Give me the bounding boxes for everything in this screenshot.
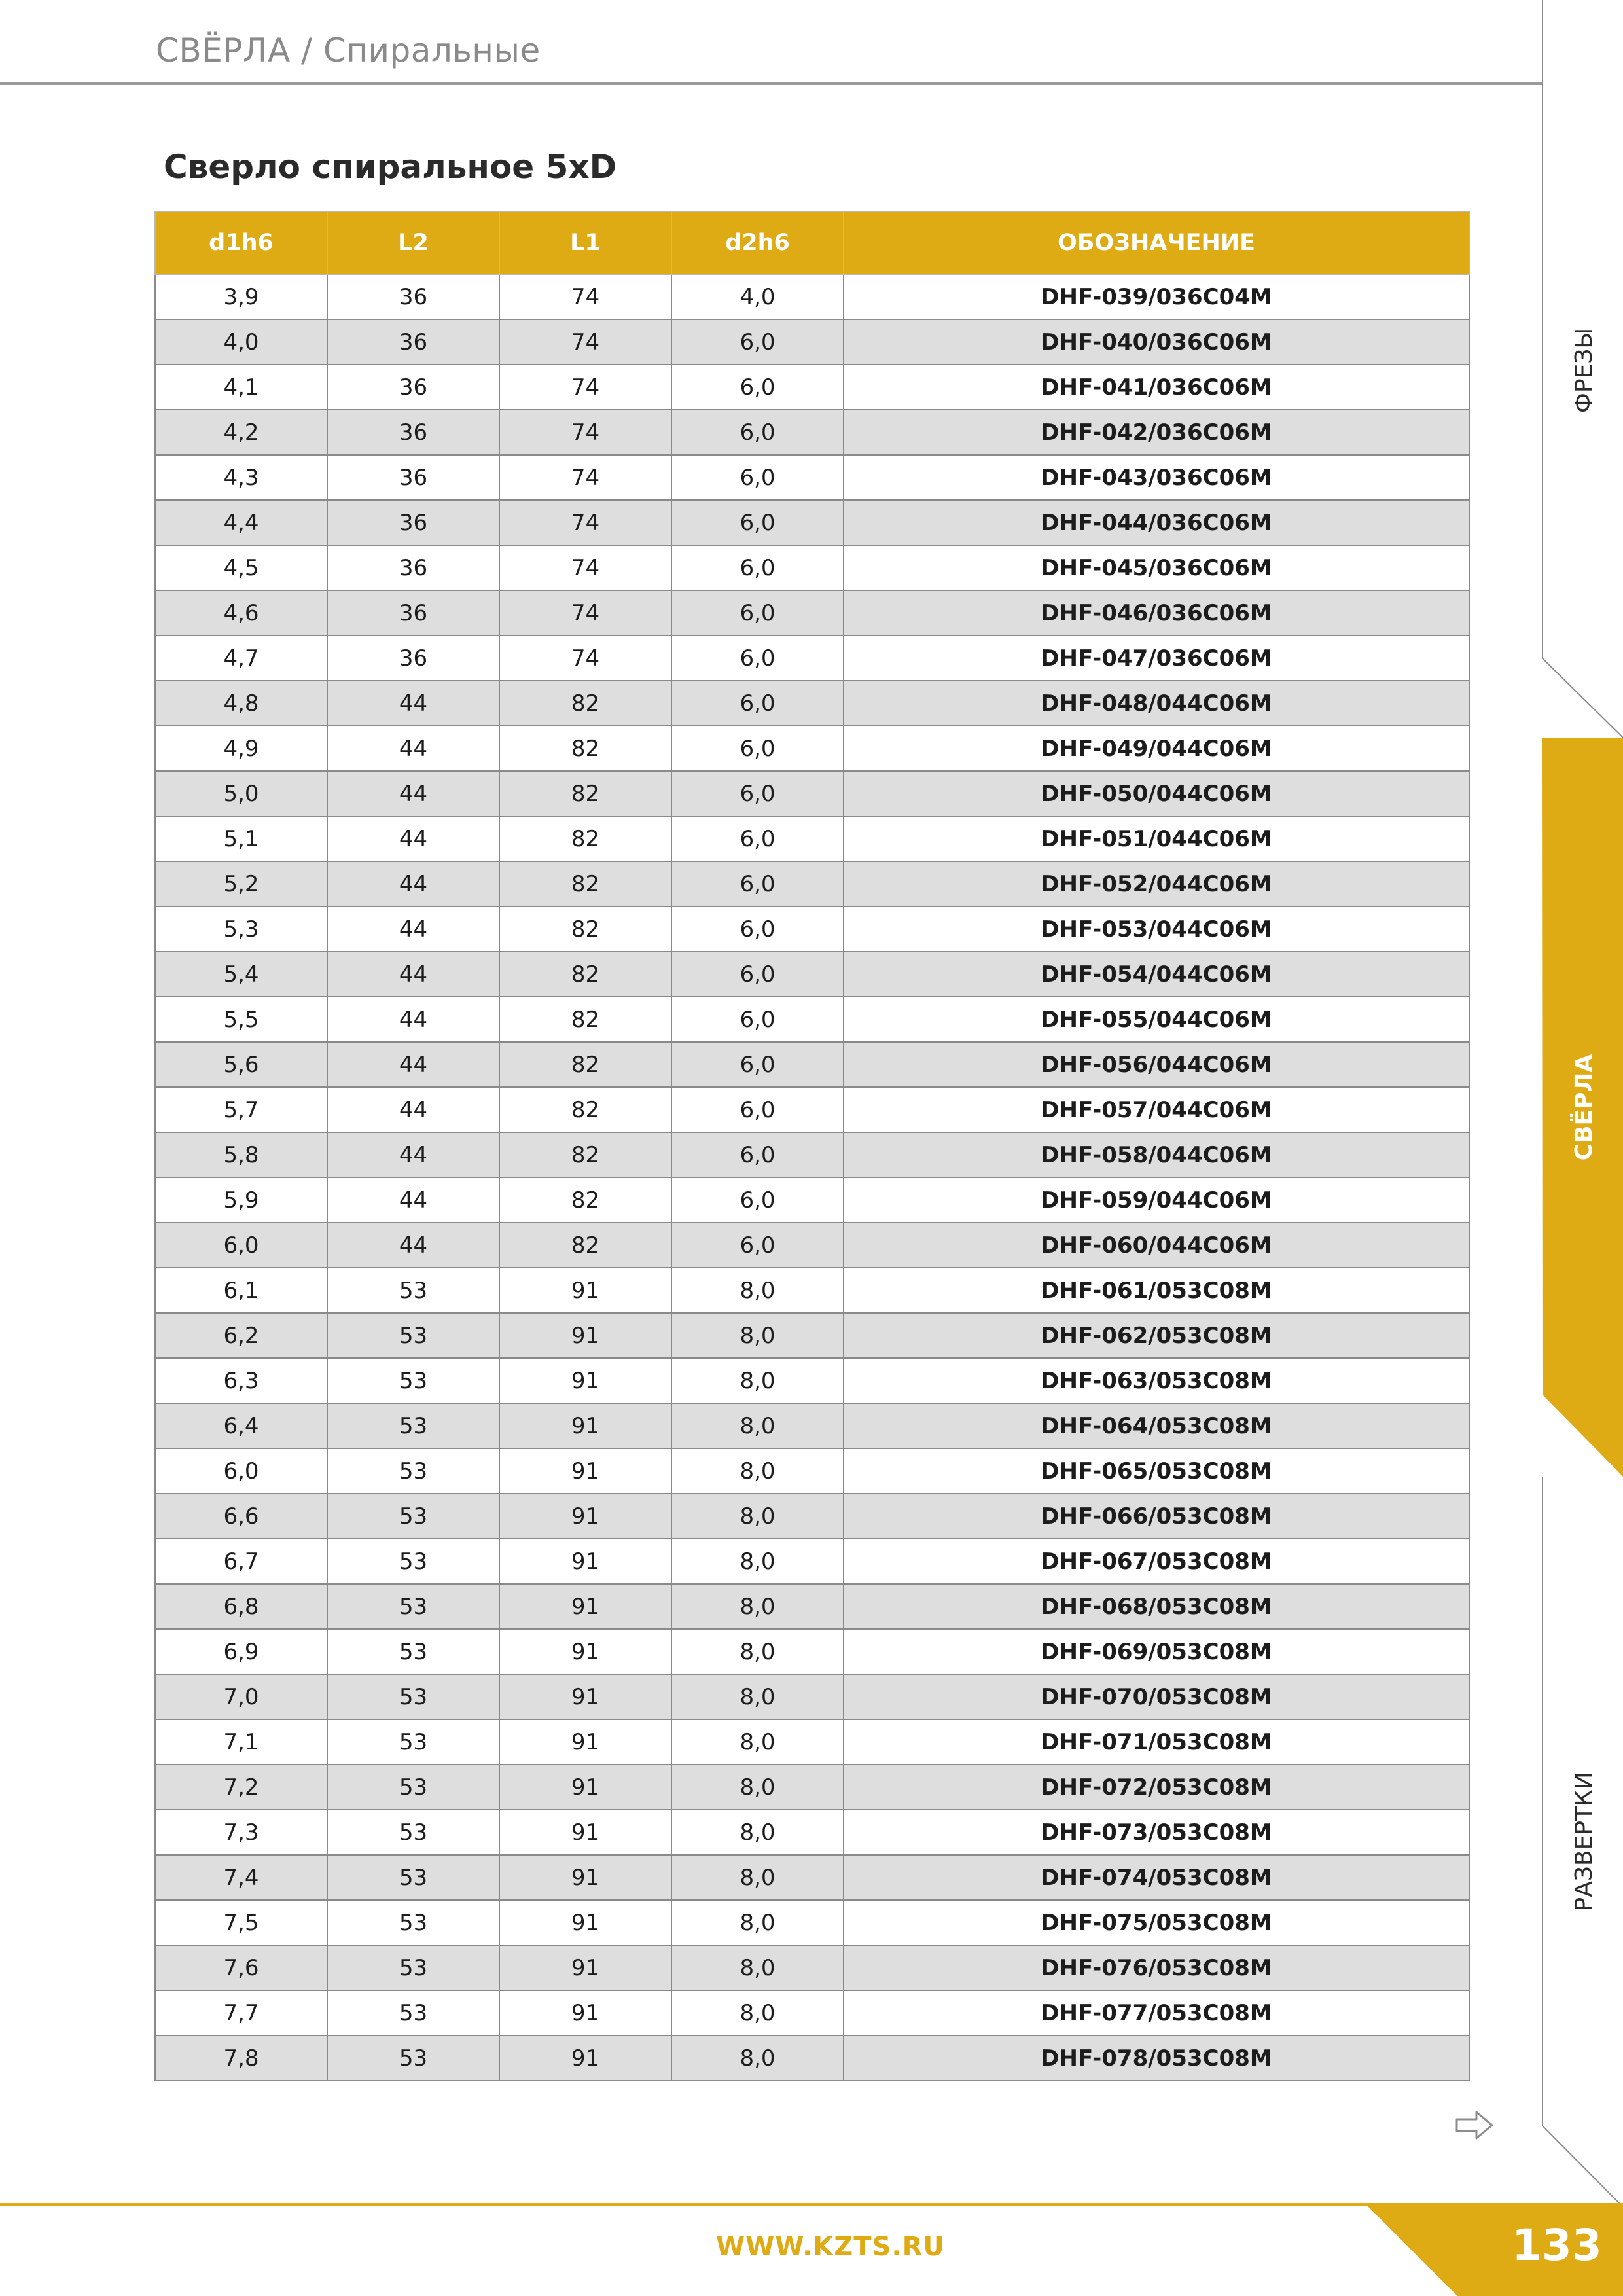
cell-l1: 82 xyxy=(499,726,671,771)
table-row xyxy=(155,1177,1469,1223)
cell-d2h6: 8,0 xyxy=(671,1674,844,1719)
cell-d1h6: 5,6 xyxy=(155,1042,327,1087)
cell-designation: DHF-077/053C08M xyxy=(844,1990,1469,2036)
cell-d2h6: 8,0 xyxy=(671,1855,844,1900)
table-row xyxy=(155,1719,1469,1765)
cell-l1: 82 xyxy=(499,952,671,997)
cell-designation: DHF-058/044C06M xyxy=(844,1132,1469,1177)
table-row xyxy=(155,997,1469,1042)
cell-l1: 82 xyxy=(499,997,671,1042)
cell-designation: DHF-042/036C06M xyxy=(844,410,1469,455)
table-row xyxy=(155,906,1469,952)
cell-d2h6: 6,0 xyxy=(671,1177,844,1223)
cell-d1h6: 7,4 xyxy=(155,1855,327,1900)
table-row xyxy=(155,1268,1469,1313)
cell-d1h6: 7,2 xyxy=(155,1765,327,1810)
cell-designation: DHF-040/036C06M xyxy=(844,319,1469,365)
cell-designation: DHF-048/044C06M xyxy=(844,681,1469,726)
cell-designation: DHF-064/053C08M xyxy=(844,1403,1469,1448)
cell-d2h6: 6,0 xyxy=(671,952,844,997)
cell-d1h6: 6,8 xyxy=(155,1584,327,1629)
cell-l1: 74 xyxy=(499,500,671,545)
cell-designation: DHF-076/053C08M xyxy=(844,1945,1469,1990)
cell-d1h6: 6,7 xyxy=(155,1539,327,1584)
cell-d2h6: 6,0 xyxy=(671,1042,844,1087)
cell-d1h6: 4,2 xyxy=(155,410,327,455)
cell-l2: 44 xyxy=(327,681,499,726)
table-row xyxy=(155,1358,1469,1403)
table-header-row xyxy=(155,211,1469,274)
cell-l2: 53 xyxy=(327,1945,499,1990)
cell-l1: 91 xyxy=(499,1855,671,1900)
cell-l2: 53 xyxy=(327,1313,499,1358)
cell-d2h6: 8,0 xyxy=(671,2036,844,2081)
cell-l2: 44 xyxy=(327,861,499,906)
cell-designation: DHF-059/044C06M xyxy=(844,1177,1469,1223)
cell-designation: DHF-074/053C08M xyxy=(844,1855,1469,1900)
cell-designation: DHF-069/053C08M xyxy=(844,1629,1469,1674)
cell-d2h6: 8,0 xyxy=(671,1494,844,1539)
cell-l2: 53 xyxy=(327,1855,499,1900)
cell-l2: 53 xyxy=(327,1810,499,1855)
cell-l2: 44 xyxy=(327,771,499,816)
cell-d2h6: 6,0 xyxy=(671,590,844,636)
cell-d1h6: 5,7 xyxy=(155,1087,327,1132)
cell-designation: DHF-060/044C06M xyxy=(844,1223,1469,1268)
cell-l1: 91 xyxy=(499,1358,671,1403)
cell-l2: 44 xyxy=(327,906,499,952)
cell-d1h6: 6,9 xyxy=(155,1629,327,1674)
cell-designation: DHF-051/044C06M xyxy=(844,816,1469,861)
side-tab-label: РАЗВЕРТКИ xyxy=(1571,1772,1597,1912)
table-row xyxy=(155,410,1469,455)
table-row xyxy=(155,1539,1469,1584)
table-row xyxy=(155,1223,1469,1268)
table-row xyxy=(155,319,1469,365)
table-row xyxy=(155,1403,1469,1448)
table-row xyxy=(155,1629,1469,1674)
cell-d1h6: 5,0 xyxy=(155,771,327,816)
cell-d2h6: 6,0 xyxy=(671,771,844,816)
cell-l1: 74 xyxy=(499,636,671,681)
cell-d2h6: 8,0 xyxy=(671,1358,844,1403)
cell-l2: 36 xyxy=(327,274,499,319)
cell-l1: 82 xyxy=(499,1223,671,1268)
table-row xyxy=(155,1087,1469,1132)
cell-d2h6: 8,0 xyxy=(671,1990,844,2036)
cell-d2h6: 8,0 xyxy=(671,1539,844,1584)
cell-designation: DHF-044/036C06M xyxy=(844,500,1469,545)
cell-designation: DHF-072/053C08M xyxy=(844,1765,1469,1810)
cell-d2h6: 6,0 xyxy=(671,681,844,726)
cell-d1h6: 4,9 xyxy=(155,726,327,771)
cell-l2: 36 xyxy=(327,455,499,500)
cell-designation: DHF-045/036C06M xyxy=(844,545,1469,590)
cell-l2: 53 xyxy=(327,1494,499,1539)
cell-d1h6: 4,8 xyxy=(155,681,327,726)
table-row xyxy=(155,1042,1469,1087)
cell-l1: 82 xyxy=(499,906,671,952)
cell-l2: 53 xyxy=(327,1900,499,1945)
cell-l1: 91 xyxy=(499,1900,671,1945)
cell-designation: DHF-061/053C08M xyxy=(844,1268,1469,1313)
cell-l2: 44 xyxy=(327,997,499,1042)
table-row xyxy=(155,274,1469,319)
cell-l2: 53 xyxy=(327,1539,499,1584)
side-tab-label: ФРЕЗЫ xyxy=(1571,327,1597,414)
cell-d1h6: 6,3 xyxy=(155,1358,327,1403)
cell-designation: DHF-056/044C06M xyxy=(844,1042,1469,1087)
cell-l2: 44 xyxy=(327,816,499,861)
cell-l2: 53 xyxy=(327,1584,499,1629)
table-row xyxy=(155,1313,1469,1358)
table-row xyxy=(155,1945,1469,1990)
cell-d1h6: 6,0 xyxy=(155,1448,327,1494)
cell-designation: DHF-066/053C08M xyxy=(844,1494,1469,1539)
cell-d1h6: 7,5 xyxy=(155,1900,327,1945)
cell-d2h6: 6,0 xyxy=(671,1132,844,1177)
table-row xyxy=(155,771,1469,816)
cell-l2: 36 xyxy=(327,545,499,590)
cell-designation: DHF-070/053C08M xyxy=(844,1674,1469,1719)
cell-l1: 91 xyxy=(499,1719,671,1765)
cell-d2h6: 6,0 xyxy=(671,365,844,410)
cell-designation: DHF-049/044C06M xyxy=(844,726,1469,771)
cell-l1: 91 xyxy=(499,2036,671,2081)
cell-d2h6: 8,0 xyxy=(671,1765,844,1810)
cell-l1: 91 xyxy=(499,1313,671,1358)
cell-l2: 53 xyxy=(327,1403,499,1448)
cell-designation: DHF-063/053C08M xyxy=(844,1358,1469,1403)
cell-l1: 82 xyxy=(499,681,671,726)
cell-l1: 74 xyxy=(499,545,671,590)
cell-d2h6: 8,0 xyxy=(671,1810,844,1855)
page-number: 133 xyxy=(1512,2220,1602,2270)
table-row xyxy=(155,590,1469,636)
cell-d2h6: 8,0 xyxy=(671,1448,844,1494)
cell-designation: DHF-041/036C06M xyxy=(844,365,1469,410)
cell-d1h6: 6,1 xyxy=(155,1268,327,1313)
table-row xyxy=(155,681,1469,726)
cell-d2h6: 6,0 xyxy=(671,726,844,771)
cell-d1h6: 6,0 xyxy=(155,1223,327,1268)
column-header-l2: L2 xyxy=(327,211,499,274)
cell-l1: 91 xyxy=(499,1674,671,1719)
cell-designation: DHF-073/053C08M xyxy=(844,1810,1469,1855)
cell-l2: 53 xyxy=(327,1674,499,1719)
cell-l2: 36 xyxy=(327,319,499,365)
table-row xyxy=(155,1448,1469,1494)
side-tab-frezy[interactable] xyxy=(1571,328,1597,413)
table-row xyxy=(155,455,1469,500)
cell-d1h6: 7,7 xyxy=(155,1990,327,2036)
cell-d2h6: 8,0 xyxy=(671,1945,844,1990)
website-link[interactable]: WWW.KZTS.RU xyxy=(716,2232,945,2262)
cell-l2: 53 xyxy=(327,1629,499,1674)
cell-designation: DHF-047/036C06M xyxy=(844,636,1469,681)
column-header-d2h6: d2h6 xyxy=(671,211,844,274)
cell-l2: 36 xyxy=(327,636,499,681)
cell-designation: DHF-062/053C08M xyxy=(844,1313,1469,1358)
cell-l2: 53 xyxy=(327,1990,499,2036)
table-row xyxy=(155,1855,1469,1900)
header-divider xyxy=(0,82,1543,85)
cell-l2: 36 xyxy=(327,410,499,455)
cell-l2: 36 xyxy=(327,590,499,636)
cell-designation: DHF-055/044C06M xyxy=(844,997,1469,1042)
cell-d1h6: 5,8 xyxy=(155,1132,327,1177)
table-row xyxy=(155,1674,1469,1719)
cell-l2: 44 xyxy=(327,1042,499,1087)
cell-l1: 74 xyxy=(499,590,671,636)
cell-d2h6: 6,0 xyxy=(671,319,844,365)
cell-l1: 91 xyxy=(499,1765,671,1810)
cell-l1: 82 xyxy=(499,1177,671,1223)
table-row xyxy=(155,1765,1469,1810)
cell-d1h6: 4,1 xyxy=(155,365,327,410)
cell-designation: DHF-052/044C06M xyxy=(844,861,1469,906)
cell-d2h6: 6,0 xyxy=(671,500,844,545)
cell-d2h6: 8,0 xyxy=(671,1900,844,1945)
column-header-d1h6: d1h6 xyxy=(155,211,327,274)
cell-d1h6: 5,9 xyxy=(155,1177,327,1223)
table-row xyxy=(155,1584,1469,1629)
table-row xyxy=(155,1810,1469,1855)
table-row xyxy=(155,816,1469,861)
cell-d2h6: 6,0 xyxy=(671,997,844,1042)
cell-designation: DHF-071/053C08M xyxy=(844,1719,1469,1765)
cell-d1h6: 7,8 xyxy=(155,2036,327,2081)
column-header-designation: ОБОЗНАЧЕНИЕ xyxy=(844,211,1469,274)
cell-d1h6: 4,7 xyxy=(155,636,327,681)
cell-l2: 44 xyxy=(327,1132,499,1177)
cell-d1h6: 4,3 xyxy=(155,455,327,500)
cell-d2h6: 8,0 xyxy=(671,1629,844,1674)
cell-designation: DHF-043/036C06M xyxy=(844,455,1469,500)
cell-d1h6: 4,6 xyxy=(155,590,327,636)
table-row xyxy=(155,952,1469,997)
cell-l1: 91 xyxy=(499,1810,671,1855)
cell-d2h6: 8,0 xyxy=(671,1313,844,1358)
cell-l2: 53 xyxy=(327,1765,499,1810)
side-tab-strip xyxy=(1542,0,1623,2296)
cell-designation: DHF-039/036C04M xyxy=(844,274,1469,319)
cell-d2h6: 6,0 xyxy=(671,455,844,500)
cell-l1: 91 xyxy=(499,1539,671,1584)
cell-l1: 82 xyxy=(499,861,671,906)
cell-l1: 82 xyxy=(499,816,671,861)
cell-l1: 74 xyxy=(499,455,671,500)
cell-d2h6: 6,0 xyxy=(671,545,844,590)
cell-l2: 53 xyxy=(327,1268,499,1313)
breadcrumb: СВЁРЛА / Спиральные xyxy=(156,31,541,69)
cell-d2h6: 6,0 xyxy=(671,861,844,906)
table-row xyxy=(155,636,1469,681)
cell-l1: 91 xyxy=(499,1945,671,1990)
cell-d2h6: 6,0 xyxy=(671,1087,844,1132)
cell-l2: 53 xyxy=(327,1719,499,1765)
cell-d1h6: 7,0 xyxy=(155,1674,327,1719)
cell-designation: DHF-067/053C08M xyxy=(844,1539,1469,1584)
cell-d1h6: 6,6 xyxy=(155,1494,327,1539)
cell-d1h6: 7,3 xyxy=(155,1810,327,1855)
cell-designation: DHF-078/053C08M xyxy=(844,2036,1469,2081)
cell-d1h6: 6,2 xyxy=(155,1313,327,1358)
cell-d1h6: 6,4 xyxy=(155,1403,327,1448)
cell-designation: DHF-068/053C08M xyxy=(844,1584,1469,1629)
cell-d2h6: 6,0 xyxy=(671,410,844,455)
arrow-right-outline-icon[interactable] xyxy=(1454,2109,1495,2142)
cell-l1: 91 xyxy=(499,1584,671,1629)
table-row xyxy=(155,2036,1469,2081)
cell-d2h6: 6,0 xyxy=(671,816,844,861)
cell-l1: 91 xyxy=(499,1268,671,1313)
cell-l1: 82 xyxy=(499,1042,671,1087)
table-row xyxy=(155,861,1469,906)
cell-d1h6: 7,1 xyxy=(155,1719,327,1765)
cell-l2: 44 xyxy=(327,726,499,771)
cell-designation: DHF-050/044C06M xyxy=(844,771,1469,816)
cell-l2: 36 xyxy=(327,365,499,410)
cell-d2h6: 6,0 xyxy=(671,906,844,952)
cell-l1: 74 xyxy=(499,365,671,410)
cell-d1h6: 4,0 xyxy=(155,319,327,365)
cell-d1h6: 5,2 xyxy=(155,861,327,906)
table-row xyxy=(155,1900,1469,1945)
table-row xyxy=(155,365,1469,410)
cell-l1: 91 xyxy=(499,1629,671,1674)
table-row xyxy=(155,500,1469,545)
section-title: Сверло спиральное 5xD xyxy=(164,148,617,186)
cell-l2: 53 xyxy=(327,1448,499,1494)
cell-l2: 53 xyxy=(327,2036,499,2081)
cell-d2h6: 4,0 xyxy=(671,274,844,319)
cell-l1: 74 xyxy=(499,319,671,365)
side-tab-label: СВЁРЛА xyxy=(1571,1054,1597,1161)
cell-designation: DHF-075/053C08M xyxy=(844,1900,1469,1945)
cell-d2h6: 8,0 xyxy=(671,1403,844,1448)
side-tab-sverla[interactable] xyxy=(1570,1054,1597,1161)
cell-l2: 44 xyxy=(327,1223,499,1268)
cell-d2h6: 8,0 xyxy=(671,1268,844,1313)
cell-l2: 36 xyxy=(327,500,499,545)
cell-l1: 82 xyxy=(499,1132,671,1177)
cell-l1: 91 xyxy=(499,1494,671,1539)
cell-d2h6: 6,0 xyxy=(671,636,844,681)
cell-l2: 44 xyxy=(327,1177,499,1223)
drill-spec-table xyxy=(154,211,1470,2081)
table-row xyxy=(155,1494,1469,1539)
cell-l1: 91 xyxy=(499,1448,671,1494)
cell-l2: 44 xyxy=(327,952,499,997)
table-row xyxy=(155,545,1469,590)
cell-l2: 53 xyxy=(327,1358,499,1403)
cell-d2h6: 8,0 xyxy=(671,1584,844,1629)
cell-l1: 82 xyxy=(499,771,671,816)
cell-d1h6: 5,4 xyxy=(155,952,327,997)
cell-l1: 91 xyxy=(499,1990,671,2036)
cell-d2h6: 8,0 xyxy=(671,1719,844,1765)
cell-l1: 91 xyxy=(499,1403,671,1448)
cell-d2h6: 6,0 xyxy=(671,1223,844,1268)
cell-designation: DHF-065/053C08M xyxy=(844,1448,1469,1494)
table-body xyxy=(155,274,1469,2081)
cell-d1h6: 5,1 xyxy=(155,816,327,861)
cell-d1h6: 4,4 xyxy=(155,500,327,545)
cell-d1h6: 3,9 xyxy=(155,274,327,319)
column-header-l1: L1 xyxy=(499,211,671,274)
table-row xyxy=(155,1132,1469,1177)
cell-designation: DHF-057/044C06M xyxy=(844,1087,1469,1132)
cell-d1h6: 7,6 xyxy=(155,1945,327,1990)
cell-d1h6: 5,3 xyxy=(155,906,327,952)
table-row xyxy=(155,726,1469,771)
cell-d1h6: 5,5 xyxy=(155,997,327,1042)
cell-l1: 74 xyxy=(499,274,671,319)
table-row xyxy=(155,1990,1469,2036)
cell-l1: 74 xyxy=(499,410,671,455)
cell-designation: DHF-054/044C06M xyxy=(844,952,1469,997)
cell-d1h6: 4,5 xyxy=(155,545,327,590)
cell-designation: DHF-053/044C06M xyxy=(844,906,1469,952)
cell-designation: DHF-046/036C06M xyxy=(844,590,1469,636)
cell-l1: 82 xyxy=(499,1087,671,1132)
side-tab-razvertki[interactable] xyxy=(1571,1772,1597,1911)
cell-l2: 44 xyxy=(327,1087,499,1132)
